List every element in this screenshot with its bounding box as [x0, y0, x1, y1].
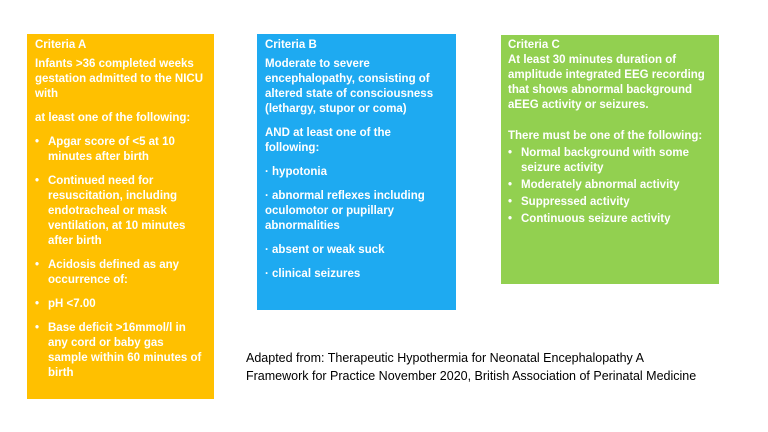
list-item: • Continuous seizure activity: [508, 212, 712, 227]
list-item: • Apgar score of <5 at 10 minutes after birth: [35, 135, 206, 165]
caption-line-1: Adapted from: Therapeutic Hypothermia for Neonatal Encephalopathy A: [246, 351, 644, 365]
criteria-c-box: [501, 35, 719, 284]
criteria-b-intro: Moderate to severe encephalopathy, consisting of altered state of consciousness (lethargy, stupor or coma): [265, 58, 434, 115]
criteria-b-lead: AND at least one of the following:: [265, 127, 391, 154]
list-item: • pH <7.00: [35, 297, 206, 312]
list-item: · hypotonia: [265, 166, 327, 178]
list-item: • Base deficit >16mmol/l in any cord or baby gas sample within 60 minutes of birth: [35, 321, 206, 381]
criteria-c-lead: There must be one of the following:: [508, 130, 703, 142]
criteria-c-intro: At least 30 minutes duration of amplitude integrated EEG recording that shows abnormal background aEEG activity or seizures.: [508, 54, 705, 111]
criteria-a-lead: at least one of the following:: [35, 112, 191, 124]
criteria-a-intro: Infants >36 completed weeks gestation admitted to the NICU with: [35, 58, 204, 100]
list-item: • Continued need for resuscitation, including endotracheal or mask ventilation, at 10 minutes after birth: [35, 174, 206, 249]
criteria-c-list: [508, 146, 712, 227]
list-item: • Moderately abnormal activity: [508, 178, 712, 193]
criteria-a-box: [27, 34, 214, 399]
list-item: • Acidosis defined as any occurrence of:: [35, 258, 206, 288]
criteria-b-box: [257, 34, 456, 310]
list-item: · clinical seizures: [265, 268, 361, 280]
criteria-b-title: Criteria B: [265, 39, 317, 51]
list-item: • Normal background with some seizure activity: [508, 146, 712, 176]
criteria-a-title: Criteria A: [35, 39, 87, 51]
list-item: · absent or weak suck: [265, 244, 385, 256]
criteria-c-title: Criteria C: [508, 39, 560, 51]
caption-line-2: Framework for Practice November 2020, British Association of Perinatal Medicine: [246, 369, 697, 383]
list-item: • Suppressed activity: [508, 195, 712, 210]
criteria-a-list: [35, 135, 206, 381]
source-caption: [246, 349, 756, 385]
list-item: · abnormal reflexes including oculomotor or pupillary abnormalities: [265, 190, 425, 232]
